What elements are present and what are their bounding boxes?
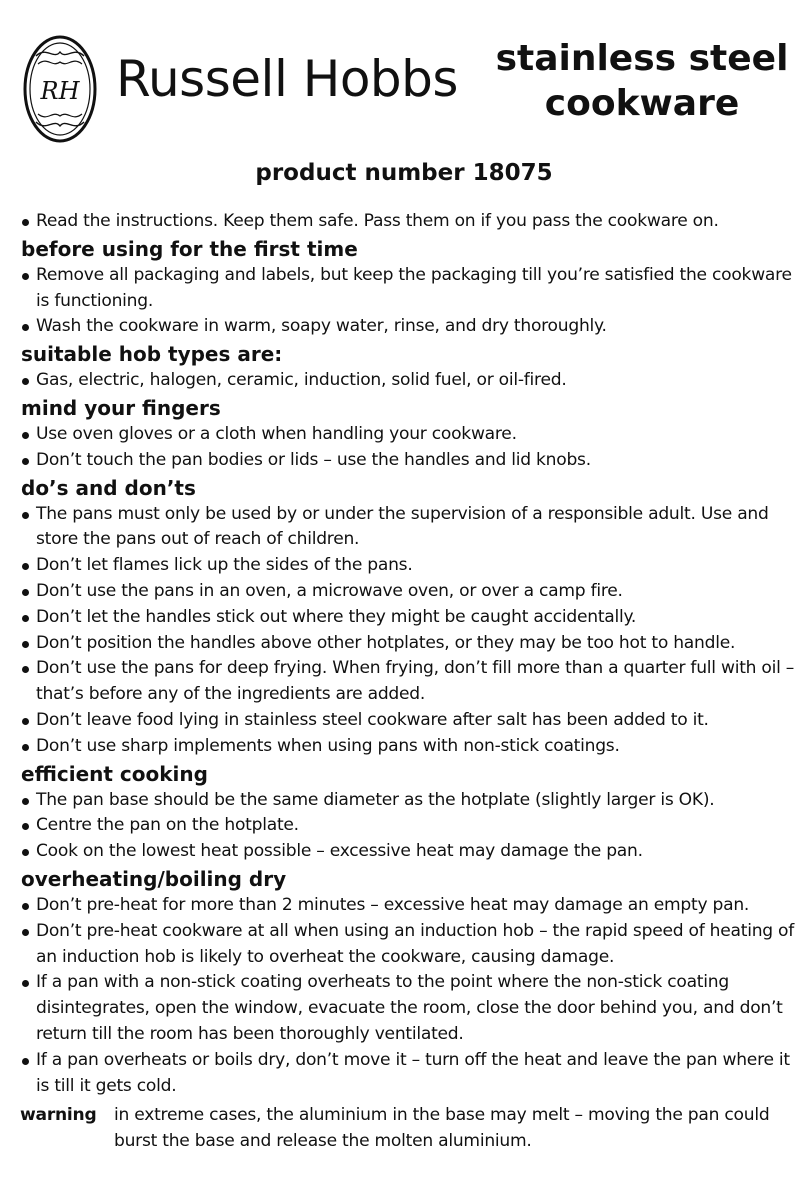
list-item: Gas, electric, halogen, ceramic, induction, solid fuel, or oil-fired.: [20, 368, 796, 394]
list-item: Read the instructions. Keep them safe. Pass them on if you pass the cookware on.: [20, 209, 796, 235]
list-item: The pan base should be the same diameter as the hotplate (slightly larger is OK).: [20, 788, 796, 814]
section-overheating: [20, 866, 796, 1099]
warning-label: warning: [20, 1105, 97, 1126]
list-item: Don’t leave food lying in stainless steel cookware after salt has been added to it.: [20, 708, 796, 734]
section-heading: mind your fingers: [21, 395, 221, 420]
list-item: Don’t touch the pan bodies or lids – use the handles and lid knobs.: [20, 448, 796, 474]
list-item: Don’t position the handles above other hotplates, or they may be too hot to handle.: [20, 631, 796, 657]
list-item: Remove all packaging and labels, but keep the packaging till you’re satisfied the cookware is functioning.: [20, 263, 796, 315]
warning-note: [20, 1103, 796, 1155]
instructions-body: [20, 209, 796, 1155]
section-mind-fingers: [20, 395, 796, 474]
section-hob-types: [20, 341, 796, 394]
title-line-2: cookware: [544, 83, 740, 124]
list-item: If a pan overheats or boils dry, don’t move it – turn off the heat and leave the pan where it is till it gets cold.: [20, 1048, 796, 1100]
section-heading: suitable hob types are:: [21, 342, 283, 367]
section-heading: before using for the first time: [21, 236, 358, 261]
section-dos-donts: [20, 475, 796, 760]
list-item: The pans must only be used by or under the supervision of a responsible adult. Use and store the pans out of reach of children.: [20, 502, 796, 554]
list-item: Don’t use the pans for deep frying. When frying, don’t fill more than a quarter full with oil – that’s before any of the ingredients are added.: [20, 656, 796, 708]
list-item: Centre the pan on the hotplate.: [20, 813, 796, 839]
section-heading: do’s and don’ts: [21, 475, 196, 500]
section-heading: efficient cooking: [21, 761, 208, 786]
list-item: Don’t let the handles stick out where they might be caught accidentally.: [20, 605, 796, 631]
intro-list: [20, 209, 796, 235]
warning-text: in extreme cases, the aluminium in the base may melt – moving the pan could burst the base and release the molten aluminium.: [114, 1105, 770, 1152]
russell-hobbs-seal-logo: [22, 34, 98, 144]
list-item: Don’t use sharp implements when using pans with non-stick coatings.: [20, 734, 796, 760]
section-heading: overheating/boiling dry: [21, 866, 287, 891]
list-item: Don’t let flames lick up the sides of the pans.: [20, 553, 796, 579]
list-item: Cook on the lowest heat possible – excessive heat may damage the pan.: [20, 839, 796, 865]
section-before-first-use: [20, 236, 796, 340]
svg-text:RH: RH: [40, 77, 80, 105]
document-title: [492, 36, 792, 126]
product-number: product number 18075: [255, 160, 553, 186]
section-efficient-cooking: [20, 761, 796, 865]
brand-name: Russell Hobbs: [116, 50, 458, 108]
list-item: Wash the cookware in warm, soapy water, rinse, and dry thoroughly.: [20, 314, 796, 340]
list-item: Use oven gloves or a cloth when handling your cookware.: [20, 422, 796, 448]
title-line-1: stainless steel: [495, 38, 789, 79]
page-header: [0, 0, 808, 160]
list-item: Don’t pre-heat cookware at all when using an induction hob – the rapid speed of heating of an induction hob is likely to overheat the cookware, causing damage.: [20, 919, 796, 971]
list-item: If a pan with a non-stick coating overheats to the point where the non-stick coating disintegrates, open the window, evacuate the room, close the door behind you, and don’t return till the room has been thoroughly ventilated.: [20, 970, 796, 1047]
list-item: Don’t pre-heat for more than 2 minutes – excessive heat may damage an empty pan.: [20, 893, 796, 919]
list-item: Don’t use the pans in an oven, a microwave oven, or over a camp fire.: [20, 579, 796, 605]
